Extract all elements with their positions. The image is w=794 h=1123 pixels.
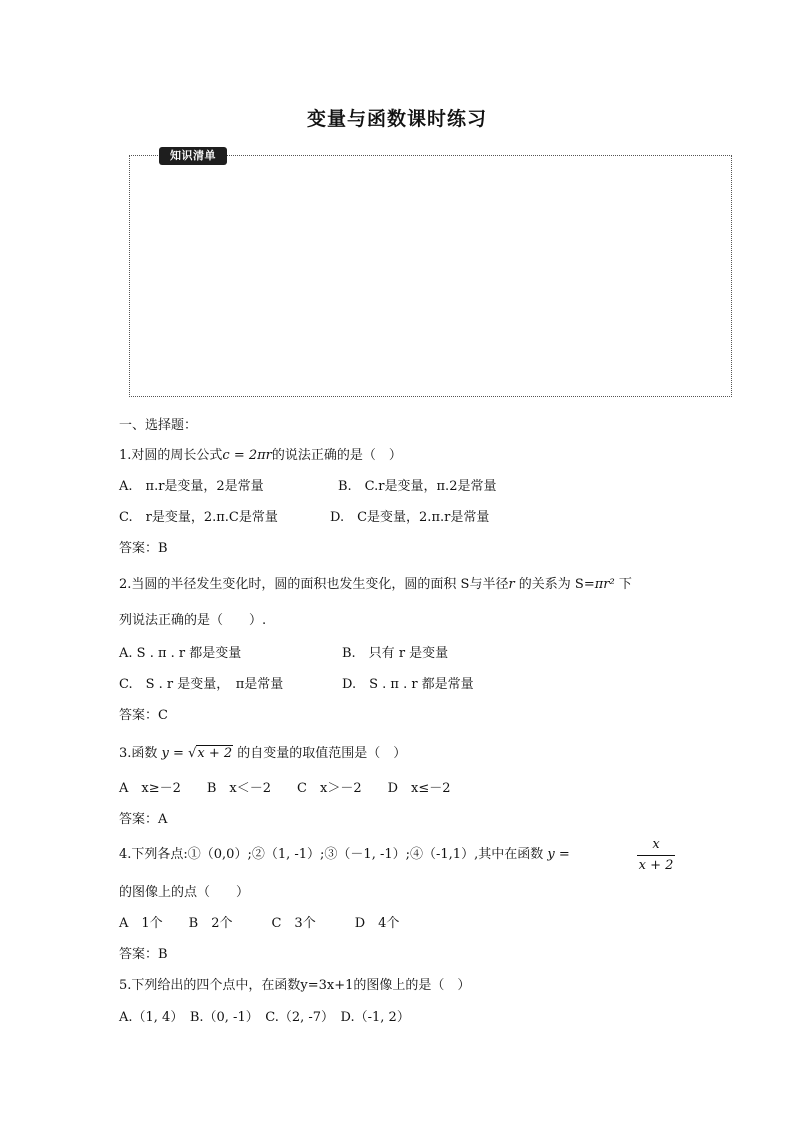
question-4-options: A 1个 B 2个 C 3个 D 4个 [119, 916, 400, 931]
question-1-option-d: D. C是变量，2.π.r是常量 [330, 510, 490, 525]
question-2-option-c: C. S . r 是变量， π是常量 [119, 677, 284, 692]
question-2-option-b: B. 只有 r 是变量 [342, 646, 449, 661]
question-1-stem: 1.对圆的周长公式c = 2πr的说法正确的是（ ） [119, 448, 402, 463]
question-4-fraction: x x + 2 [638, 837, 674, 873]
question-1-option-b: B. C.r是变量，π.2是常量 [338, 479, 497, 494]
question-2-answer: 答案：C [119, 708, 168, 723]
question-3-stem: 3.函数 y = √x + 2 的自变量的取值范围是（ ） [119, 746, 407, 761]
question-1-option-a: A. π.r是变量，2是常量 [119, 479, 264, 494]
question-2-stem-line2: 列说法正确的是（ ）. [119, 613, 267, 628]
knowledge-list-badge: 知识清单 [159, 147, 227, 165]
question-4-stem: 4.下列各点:①（0,0）;②（1, -1）;③（－1, -1）;④（-1,1）,其中在函数 y = [119, 847, 570, 862]
question-4-stem-line2: 的图像上的点（ ） [119, 885, 250, 900]
question-5-stem: 5.下列给出的四个点中，在函数y=3x+1的图像上的是（ ） [119, 978, 471, 993]
question-5-options: A.（1, 4） B.（0, -1） C.（2, -7） D.（-1, 2） [119, 1010, 410, 1025]
question-3-answer: 答案：A [119, 812, 168, 827]
section-heading: 一、选择题： [119, 418, 198, 433]
question-2-option-a: A. S . π . r 都是变量 [119, 646, 242, 661]
question-3-radicand: x + 2 [197, 746, 233, 761]
page-title: 变量与函数课时练习 [306, 108, 487, 130]
question-4-answer: 答案：B [119, 947, 168, 962]
question-1-formula: c = 2πr [222, 448, 272, 463]
question-1-answer: 答案：B [119, 541, 168, 556]
question-2-option-d: D. S . π . r 都是常量 [342, 677, 474, 692]
question-1-option-c: C. r是变量，2.π.C是常量 [119, 510, 278, 525]
knowledge-list-box [129, 155, 732, 397]
question-3-options: A x≥－2 B x＜－2 C x＞－2 D x≤－2 [119, 781, 451, 796]
sqrt-sign: √ [188, 746, 197, 761]
question-2-formula: πr² [594, 577, 615, 592]
question-2-stem: 2.当圆的半径发生变化时，圆的面积也发生变化，圆的面积 S与半径r 的关系为 S=πr² 下 [119, 577, 632, 592]
